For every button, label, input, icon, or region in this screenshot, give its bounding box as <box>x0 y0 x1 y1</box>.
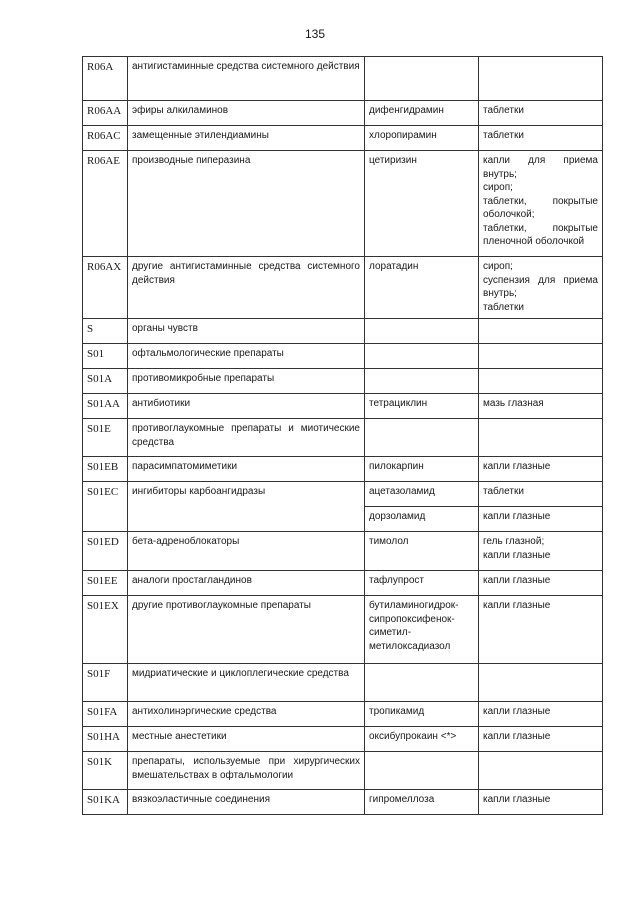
atc-group-cell: антибиотики <box>128 394 365 419</box>
drug-name-cell: дорзоламид <box>365 507 479 532</box>
table-row <box>83 126 603 151</box>
dosage-form-item: капли глазные <box>483 706 551 717</box>
atc-code-cell: S01A <box>83 369 128 394</box>
table-row <box>83 257 603 319</box>
atc-group-cell: ингибиторы карбоангидразы <box>128 482 365 532</box>
atc-code-cell: R06AX <box>83 257 128 319</box>
drug-name-cell: ацетазоламид <box>365 482 479 507</box>
dosage-form-cell <box>479 57 603 101</box>
atc-group-cell: аналоги простагландинов <box>128 571 365 596</box>
atc-code-cell: S01EB <box>83 457 128 482</box>
atc-code-cell: S <box>83 319 128 344</box>
table-row <box>83 101 603 126</box>
dosage-form-cell <box>479 507 603 532</box>
table-row <box>83 319 603 344</box>
atc-code-cell: S01 <box>83 344 128 369</box>
table-row <box>83 151 603 257</box>
drug-name-cell: тропикамид <box>365 702 479 727</box>
table-body <box>83 57 603 815</box>
atc-group-cell: антихолинэргические средства <box>128 702 365 727</box>
drug-name-cell: оксибупрокаин <*> <box>365 727 479 752</box>
atc-group-cell: органы чувств <box>128 319 365 344</box>
atc-group-cell: препараты, используемые при хирургических вмешательствах в офтальмологии <box>128 752 365 790</box>
dosage-form-item: капли глазные <box>483 600 551 611</box>
table-row <box>83 57 603 101</box>
dosage-form-item: таблетки <box>483 130 524 141</box>
drug-name-cell <box>365 664 479 702</box>
drug-name-cell <box>365 319 479 344</box>
drug-name-cell: бутиламиногидрок-сипропоксифенок-симетил-метилоксадиазол <box>365 596 479 664</box>
dosage-form-item: капли глазные <box>483 511 551 522</box>
atc-group-cell: эфиры алкиламинов <box>128 101 365 126</box>
table-row <box>83 596 603 664</box>
dosage-form-item: таблетки, покрытые оболочкой; <box>483 195 598 220</box>
dosage-form-item: таблетки <box>483 486 524 497</box>
table-row <box>83 394 603 419</box>
dosage-form-cell <box>479 419 603 457</box>
page-number: 135 <box>304 27 326 41</box>
drug-name-cell <box>365 344 479 369</box>
atc-code-cell: S01HA <box>83 727 128 752</box>
dosage-form-item: капли глазные <box>483 549 551 561</box>
dosage-form-cell <box>479 532 603 571</box>
table-row <box>83 702 603 727</box>
dosage-form-item: сироп; <box>483 261 513 272</box>
dosage-form-item: капли для приема внутрь; <box>483 155 598 180</box>
table-row <box>83 369 603 394</box>
table-row <box>83 790 603 815</box>
atc-code-cell: S01EE <box>83 571 128 596</box>
dosage-form-cell <box>479 101 603 126</box>
dosage-form-item: сироп; <box>483 182 513 193</box>
drug-name-cell: тафлупрост <box>365 571 479 596</box>
dosage-form-cell <box>479 369 603 394</box>
atc-group-cell: противоглаукомные препараты и миотические средства <box>128 419 365 457</box>
dosage-form-cell <box>479 790 603 815</box>
atc-code-cell: R06AE <box>83 151 128 257</box>
atc-group-cell: другие антигистаминные средства системного действия <box>128 257 365 319</box>
dosage-form-cell <box>479 457 603 482</box>
dosage-form-cell <box>479 257 603 319</box>
dosage-form-cell <box>479 126 603 151</box>
dosage-form-cell <box>479 664 603 702</box>
atc-group-cell: производные пиперазина <box>128 151 365 257</box>
atc-code-cell: S01EX <box>83 596 128 664</box>
table-row <box>83 664 603 702</box>
drug-name-cell: лоратадин <box>365 257 479 319</box>
atc-code-cell: S01ED <box>83 532 128 571</box>
drug-list-table <box>82 56 603 815</box>
dosage-form-cell <box>479 727 603 752</box>
atc-group-cell: антигистаминные средства системного действия <box>128 57 365 101</box>
drug-name-cell: цетиризин <box>365 151 479 257</box>
atc-code-cell: R06AA <box>83 101 128 126</box>
dosage-form-item: суспензия для приема внутрь; <box>483 274 598 299</box>
atc-code-cell: S01K <box>83 752 128 790</box>
drug-name-cell <box>365 419 479 457</box>
atc-code-cell: R06AC <box>83 126 128 151</box>
atc-group-cell: другие противоглаукомные препараты <box>128 596 365 664</box>
dosage-form-item: мазь глазная <box>483 398 544 409</box>
dosage-form-cell <box>479 702 603 727</box>
dosage-form-cell <box>479 344 603 369</box>
atc-code-cell: S01KA <box>83 790 128 815</box>
atc-group-cell: вязкоэластичные соединения <box>128 790 365 815</box>
dosage-form-cell <box>479 394 603 419</box>
dosage-form-item: капли глазные <box>483 731 551 742</box>
atc-group-cell: парасимпатомиметики <box>128 457 365 482</box>
dosage-form-cell <box>479 571 603 596</box>
dosage-form-cell <box>479 752 603 790</box>
drug-name-cell <box>365 369 479 394</box>
atc-code-cell: S01F <box>83 664 128 702</box>
dosage-form-cell <box>479 151 603 257</box>
drug-name-cell: хлоропирамин <box>365 126 479 151</box>
atc-code-cell: S01FA <box>83 702 128 727</box>
atc-group-cell: мидриатические и циклоплегические средства <box>128 664 365 702</box>
drug-name-cell: тетрациклин <box>365 394 479 419</box>
table-row <box>83 752 603 790</box>
table-row <box>83 532 603 571</box>
atc-group-cell: противомикробные препараты <box>128 369 365 394</box>
drug-name-cell: дифенгидрамин <box>365 101 479 126</box>
drug-name-cell: пилокарпин <box>365 457 479 482</box>
drug-name-cell: тимолол <box>365 532 479 571</box>
atc-code-cell: R06A <box>83 57 128 101</box>
dosage-form-item: капли глазные <box>483 575 551 586</box>
table-row <box>83 344 603 369</box>
dosage-form-item: гель глазной; <box>483 536 545 547</box>
atc-code-cell: S01AA <box>83 394 128 419</box>
table-row <box>83 482 603 507</box>
dosage-form-cell <box>479 319 603 344</box>
atc-code-cell: S01E <box>83 419 128 457</box>
drug-name-cell <box>365 57 479 101</box>
table-row <box>83 419 603 457</box>
atc-group-cell: замещенные этилендиамины <box>128 126 365 151</box>
atc-code-cell: S01EC <box>83 482 128 532</box>
dosage-form-item: таблетки <box>483 105 524 116</box>
drug-name-cell: гипромеллоза <box>365 790 479 815</box>
atc-group-cell: местные анестетики <box>128 727 365 752</box>
drug-name-cell <box>365 752 479 790</box>
dosage-form-item: капли глазные <box>483 461 551 472</box>
dosage-form-cell <box>479 482 603 507</box>
atc-group-cell: бета-адреноблокаторы <box>128 532 365 571</box>
table-row <box>83 727 603 752</box>
dosage-form-item: капли глазные <box>483 794 551 805</box>
dosage-form-item: таблетки, покрытые пленочной оболочкой <box>483 222 598 247</box>
table-row <box>83 457 603 482</box>
dosage-form-item: таблетки <box>483 301 524 313</box>
dosage-form-cell <box>479 596 603 664</box>
table-row <box>83 571 603 596</box>
atc-group-cell: офтальмологические препараты <box>128 344 365 369</box>
